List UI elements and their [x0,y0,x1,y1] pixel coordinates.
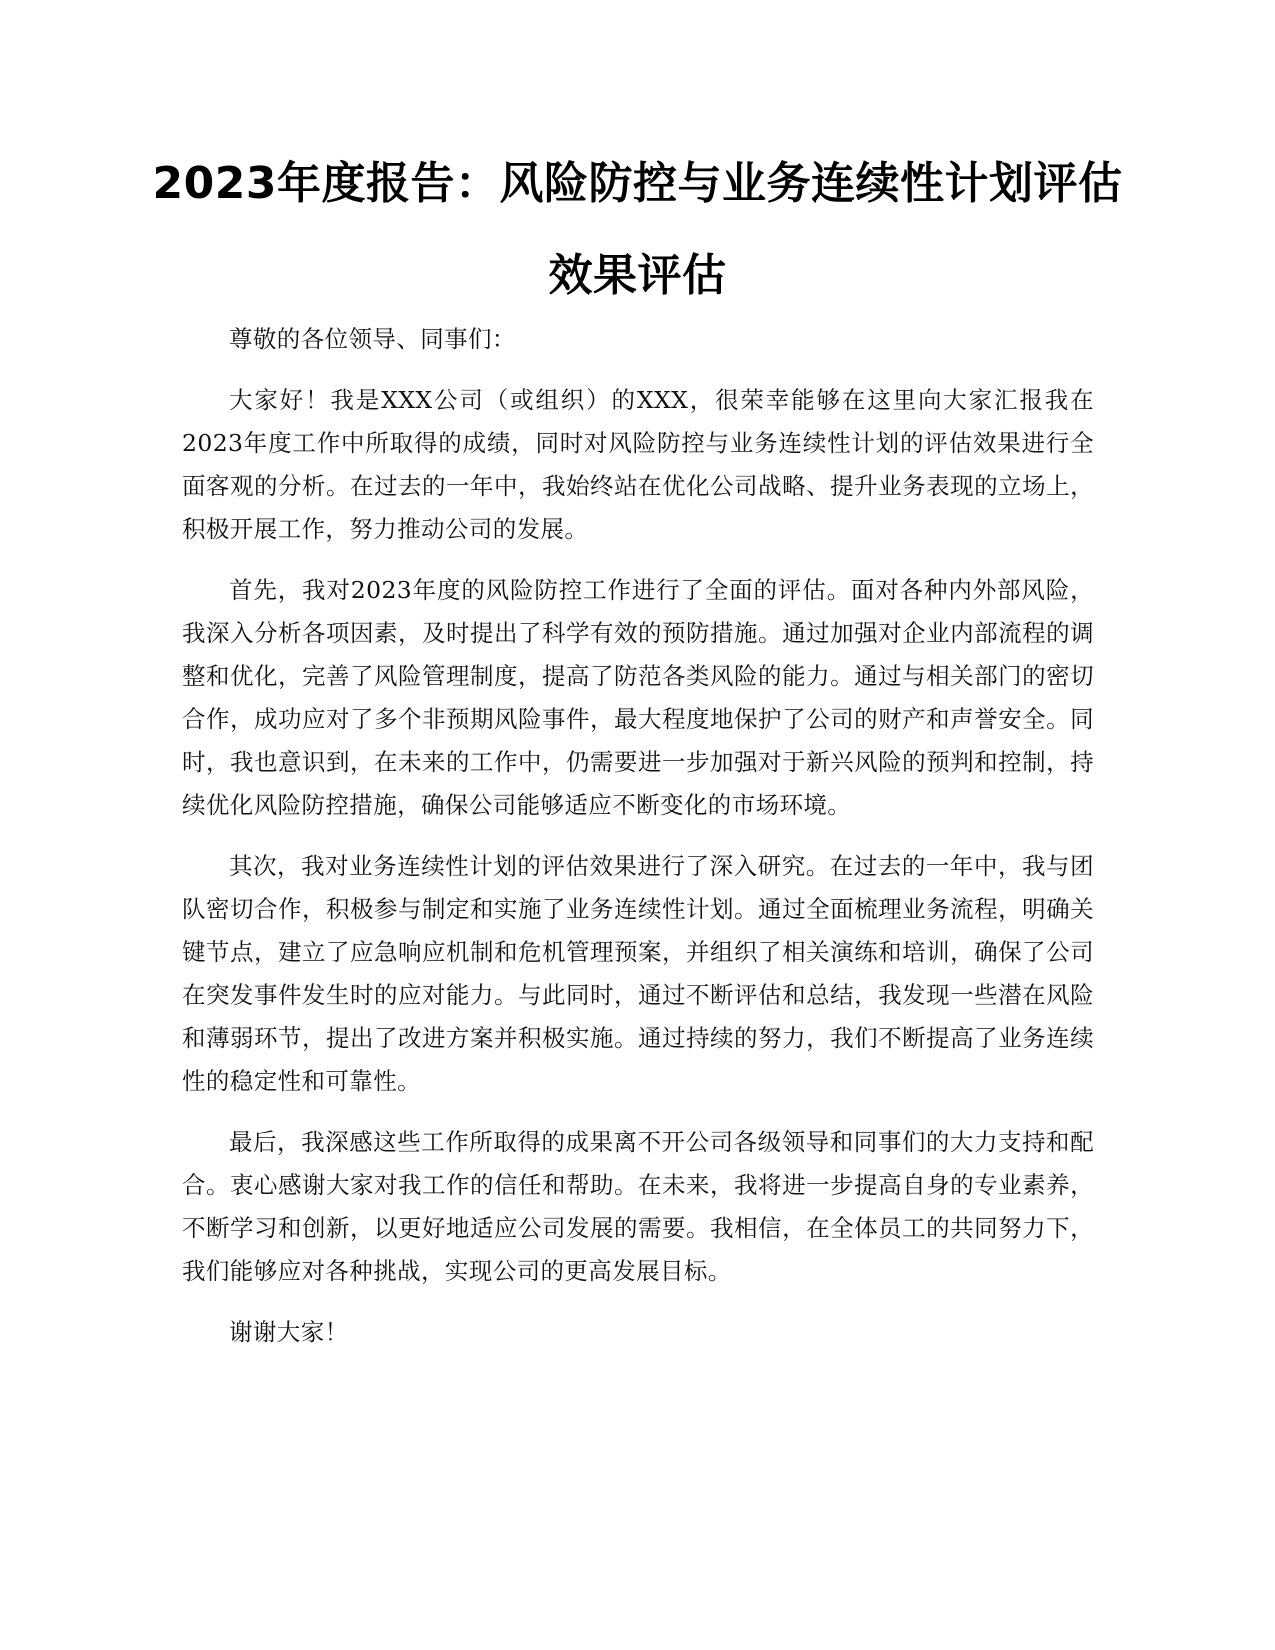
document-title: 2023年度报告：风险防控与业务连续性计划评估效果评估 [152,158,1123,301]
paragraph-business-continuity: 其次，我对业务连续性计划的评估效果进行了深入研究。在过去的一年中，我与团队密切合作，积极参与制定和实施了业务连续性计划。通过全面梳理业务流程，明确关键节点，建立了应急响应机制和危机管理预案，并组织了相关演练和培训，确保了公司在突发事件发生时的应对能力。与此同时，通过不断评估和总结，我发现一些潜在风险和薄弱环节，提出了改进方案并积极实施。通过持续的努力，我们不断提高了业务连续性的稳定性和可靠性。 [182,852,1094,1095]
paragraph-intro: 大家好！我是XXX公司（或组织）的XXX，很荣幸能够在这里向大家汇报我在2023年度工作中所取得的成绩，同时对风险防控与业务连续性计划的评估效果进行全面客观的分析。在过去的一年中，我始终站在优化公司战略、提升业务表现的立场上，积极开展工作，努力推动公司的发展。 [182,386,1094,543]
closing-line: 谢谢大家！ [229,1318,349,1346]
document-body [182,318,1094,1372]
paragraph-conclusion: 最后，我深感这些工作所取得的成果离不开公司各级领导和同事们的大力支持和配合。衷心感谢大家对我工作的信任和帮助。在未来，我将进一步提高自身的专业素养，不断学习和创新，以更好地适应公司发展的需要。我相信，在全体员工的共同努力下，我们能够应对各种挑战，实现公司的更高发展目标。 [182,1128,1094,1285]
paragraph-risk-control: 首先，我对2023年度的风险防控工作进行了全面的评估。面对各种内外部风险，我深入分析各项因素，及时提出了科学有效的预防措施。通过加强对企业内部流程的调整和优化，完善了风险管理制度，提高了防范各类风险的能力。通过与相关部门的密切合作，成功应对了多个非预期风险事件，最大程度地保护了公司的财产和声誉安全。同时，我也意识到，在未来的工作中，仍需要进一步加强对于新兴风险的预判和控制，持续优化风险防控措施，确保公司能够适应不断变化的市场环境。 [182,576,1094,819]
salutation: 尊敬的各位领导、同事们： [229,325,516,353]
